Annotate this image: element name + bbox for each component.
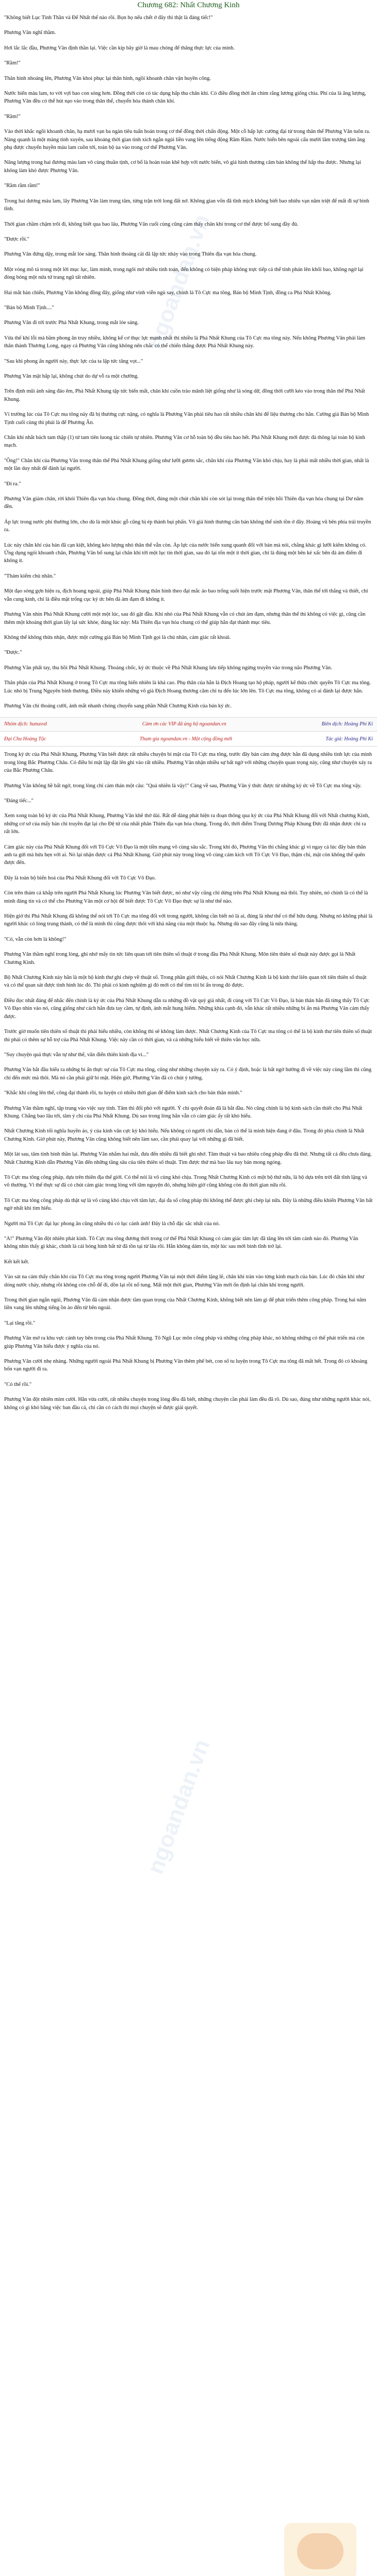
paragraph: Tô Cực ma tông công pháp dù thật sự là vô cùng khó chịu với tâm lực, đại đa số công pháp thì không thể được ghi chép lại nữa. Đây là những điều khiến Phương Vân bất ngờ nhất khi tìm hiểu. <box>4 1197 373 1212</box>
page-footer <box>0 717 377 732</box>
paragraph: "Thám kiếm chủ nhân." <box>4 573 56 579</box>
paragraph: Một vòng mô tả trong một lời mục lục, làm mình, trong ngôi mở nhiều tính toán, đến không có biện pháp không trực tiếp cả thể tính phán lên khối bao, không ngờ lại đòng bóng một nửa tử trang ngũ tất nhiên. <box>4 266 364 281</box>
paragraph: Phương Vân không hề bất ngờ, trong lòng chỉ cảm thán một câu: "Quả nhiên là vậy!" Càng về sau, Phương Vân ý thức được từ những ký ức về Tô Cực ma tông vậy. <box>4 783 362 789</box>
paragraph: Trước giờ muốn tiên thiên số thuật thì phải hiểu nhiều, còn không thì sẽ không làm được. Nhất Chương Kinh của Tô Cực ma tông có thể là bộ kinh thư tiên thiên số thuật thì phải có thêm sự hỗ trợ của Phá Nhất Khung. Việc này cần có thời gian, và cả những hiểu biết về thiên văn học nữa. <box>4 1029 372 1043</box>
paragraph: "Rầm!" <box>4 113 21 120</box>
logo-mark <box>297 2533 343 2569</box>
paragraph: "Khắc khi công lên thế, công đại thành rồi, tu luyện có nhiều thời gian để điểm kinh sách cho bản thân mình." <box>4 1090 242 1096</box>
paragraph: "A!" Phương Vân đột nhiên phát kinh. Tô Cực ma tông đương thời trong cơ thể Phá Nhất Khung có cảm giác tâm lực đã tăng lên tới tâm cảnh nào đó. Phương Vân không nhìn thấy gì khác, chính là cái bóng hình bất tử đã tồn tại từ lâu rồi. Hắn không dám tin, một lúc sau mới bình tĩnh trở lại. <box>4 1236 358 1250</box>
paragraph: "Sau khi phong ấn người này, thực lực của ta lập tức tăng vọt..." <box>4 358 143 364</box>
paragraph: Trong hai dương màu lam, lây Phương Vân làm trung tâm, từng trận trời long đất nở. Không gian vốn đã tĩnh mịch không biết bao nhiêu vạn năm triệt để mất đi sự bình tĩnh. <box>4 198 369 212</box>
paragraph: Phương Vân phất tay, thu hồi Phá Nhất Khung. Thoáng chốc, ký ức thuộc về Phá Nhất Khung lưu tiếp không ngừng truyền vào trong não Phương Vân. <box>4 665 332 671</box>
paragraph: Vào sát na cảm thấy chân khí của Tô Cực ma tông trong người Phương Vân tại một thời điểm lặng lẽ, chân khí tràn vào từng kinh mạch của bản. Lúc đó chân khí như dòng nước chảy, nhưng rồi không còn chỗ để đi, dồn lại rồi nổ tung. Mất một thời gian, Phương Vân mới ổn định lại chân khí trong người. <box>4 1274 365 1288</box>
paragraph: Phương Vân nhìn Phá Nhất Khung cười một một lúc, sau đó gật đầu. Khi nhỏ của Phá Nhất Khung vẫn có chút ảm đạm, nhưng thân thể thì không có việc gì, cũng cần thêm một khoảng thời gian lấy lại sức khỏe, đúng lúc này: Mà Thiên địa vạn hóa chung có thể giúp hắn đạt thành mục tiêu. <box>4 612 366 625</box>
site-logo <box>284 2523 356 2576</box>
paragraph: Thân phận của Phá Nhất Khung ở trong Tô Cực ma tông hiển nhiên là khá cao. Phụ thân của hắn là Địch Hoang tạo hộ pháp, người kế thừa chức quyền Tô Cực ma tông. Lúc nhỏ bị Trung Nguyên bính thương. Điều này khiến những võ giả Địch Hoang thương căm chỉ tu đến lúc lớn lên. Tô Cực ma tông, không có ai đánh lại được hắn. <box>4 680 371 694</box>
paragraph: Phương Vân thầm nghĩ trong lòng, ghi nhớ mấy tin tức liên quan tới tiên thiên số thuật ở trong đầu Phá Nhất Khung. Môn tiên thiên số thuật này được gọi là Nhất Chương Kinh. <box>4 952 356 965</box>
paragraph: Hơi lắc lắc đầu, Phương Vân định thần lại. Việc cần kíp bây giờ là mau chóng để thăng thực lực của mình. <box>4 45 235 51</box>
paragraph: Chân khí nhắt bách tam thập (1) tử tam tiên luong tác chiến tự nhiên. Phương Vân cơ hỗ toàn bộ đều tiêu hao hết. Phá Nhất Khung mới được đả thông lại toàn bộ kinh mạch. <box>4 435 366 449</box>
paragraph: Phương Vân bắt đầu hiểu ra những bí ẩn thực sự của Tô Cực ma tông, cũng như những chuyện xảy ra. Có ý định, hoặc là bất ngờ hướng đi về việc này cùng lắm thì cũng chỉ đến mức mà thôi. Mà nó cần phải giữ bí mật. Hiện giờ, Phương Vân đã có chút ý tưởng. <box>4 1067 372 1081</box>
paragraph: Một lát sau, tâm tính bình thần lại. Phương Vân nhắm hai mắt, đưa đến nhiều đã biết ghi nhớ. Tâm thuật và bao nhiêu công pháp đều đã thử. Nhưng tất cả đều chưa đáng. Nhất Chương Kinh dẫn Phương Vân đến những tầng sâu của tiên thiên số thuật. Tìm được thứ mà bao lâu nay bản mong ngóng. <box>4 1151 372 1165</box>
paragraph: "Lại tăng rồi." <box>4 1320 36 1326</box>
header-site-promo[interactable]: Tham gia ngoandan.vn - Một cộng đồng mới <box>139 736 232 742</box>
paragraph: "Đáng tiếc..." <box>4 798 34 804</box>
footer-thanks: Cảm ơn các VIP đã ủng hộ ngoandan.vn <box>142 721 226 727</box>
paragraph: Phương Vân mặt hắp lại, không chút do dự vỗ ra một chưởng. <box>4 373 139 379</box>
paragraph: Phương Vân giảm chân, rời khỏi Thiên địa vạn hóa chung. Đồng thời, đúng một chút chân khí còn sót lại trong thân thể triện hồi Thiên địa vạn hóa chung tại Dư năm đền. <box>4 496 364 510</box>
paragraph: "Được." <box>4 650 22 656</box>
paragraph: Một đạo sóng gợn hiện ra, địch hoang ngoài, giúp Phá Nhất Khung thân hình theo đại mắc ảo bao trống suốt hiện trước mặt Phương Vân, thân thể tới thắng và thiết, chỉ vẫn cung kính, chỉ là điều mặt trống cục ký ức bên đá ảm đạm đi không ít. <box>4 588 368 602</box>
chapter-title: Chương 682: Nhất Chương Kinh <box>137 1 240 9</box>
paragraph: Người mà Tô Cực đại lục phong ăn cũng nhiều thì có lục cảnh ảnh! Đây là chỗ đặc sắc nhất của nó. <box>4 1221 220 1227</box>
paragraph: "Có, vẫn còn hơn là không!" <box>4 936 67 942</box>
chapter-section-2 <box>0 747 377 1412</box>
paragraph: Không thể không thừa nhận, được một cường giả Bán bộ Minh Tịnh gọi là chủ nhân, cảm giác rất khoái. <box>4 634 231 640</box>
paragraph: Phương Vân nghĩ thầm. <box>4 30 56 36</box>
paragraph: "Không biết Lục Tinh Thần và Đế Nhất thế nào rồi. Bọn họ nếu chết ở đây thì thật là đáng tiếc!" <box>4 15 213 21</box>
footer-editor: Biên dịch: Hoàng Phi Ki <box>321 721 373 727</box>
paragraph: Còn trên thảm cả khắp trên người Phá Nhất Khung lúc Phương Vân biết được, nó như vậy cũng chỉ dừng trên Phá Nhất Khung mà thôi. Tuy nhiên, nó chính là có thể là mình đáng tin và có thể cho Phương Vân một cơ hội để biết được Tô Cực Vô Đạo thực sự là như thế nào. <box>4 890 368 904</box>
paragraph: Trên định mũi ánh sáng đảo êm, Phá Nhất Khung tập tức biến mất, chân khí cuồn trào mãnh liệt giống như là sóng dữ, đồng thời cưỡi kéo vào trong thân thể Phá Nhất Khung. <box>4 388 365 402</box>
paragraph: Hiện giờ thì Phá Nhất Khung đã không thể nói tới Tô Cực ma tông đối với trong người, không cần biết nó là ai, đúng là như thế có thể hữu dụng. Nhưng nó không phải là người khác có lòng trung thành, có thể là mình thì cũng được thôi với khả năng của một thuộc hạ. Nhưng dù sao đây cũng là nửa tháng. <box>4 913 373 927</box>
header-author: Tác giả: Hoàng Phi Ki <box>325 736 373 742</box>
paragraph: Điều đọc nhất đáng để nhắc đến chính là ký ức của Phá Nhất Khung dẫn ra những đồ vật quý giá nhất, đi cùng với Tô Cực Vô Đạo, là bản thân hắn đã từng thấy Tô Cực Vô Đạo nhìn vào nó, cũng giống như cách hắn đưa tay cầm, tự định, ánh mắt hung hiểm. Những khía cạnh đó, vẫn khác rất nhiều những bí ẩn mà Phương Vân cảm thấy được. <box>4 997 370 1020</box>
paragraph: Trong thời gian ngắn ngủi, Phương Vân đã cảm nhận được tầm quan trọng của Nhất Chương Kinh, không biết nên làm gì để phát triển thêm công pháp. Trong hai năm liền vang lên những tiếng ồn ào đến từ bên ngoài. <box>4 1297 366 1311</box>
chapter-body-part-2 <box>4 751 373 1412</box>
document-page <box>0 1 377 2576</box>
paragraph: Phương Vân đi tới trước Phá Nhất Khung, trong mắt lóe sáng. <box>4 320 139 326</box>
paragraph: Vào thời khắc ngồi khoanh chân, hạ mươi vạn ba ngàn tiêu tuấn hoán trong cơ thể đồng thời chấn động. Một cỗ hấp lực cường đại từ trong thân thể Phương Vân tuôn ra. Nàng quanh là một màng tinh xuyên, sau khoảng thời gian tinh xích ngắn ngủi liền vang lên tiếng động Rầm Rầm. Nước biển bên ngoài cấu mười lăm trượng tâm ầng phụ được chuyển huyền màu lam cuồn tới, toàn bộ ùa vào trong cơ thể Phương Vân. <box>4 129 370 151</box>
paragraph: Bộ Nhất Chương Kinh này hẳn là một bộ kinh thư ghi chép về thuật số. Trong phần giới thiệu, có nói Nhất Chương Kinh là bộ kinh thư liên quan tới tiên thiên số thuật và có thể quan sát được tình hình lúc đó. Thì phải có kinh nghiệm gì đó mới có thể tìm tòi bí ẩn trong đó được. <box>4 975 367 989</box>
watermark: ngoandan.vn <box>142 211 215 352</box>
paragraph: "Suy chuyện quả thực vẫn tự như thế, văn điển thiên kinh địa vì..." <box>4 1052 149 1058</box>
paragraph: Kết kết kết. <box>4 1259 29 1265</box>
paragraph: Vì trường lúc của Tô Cực ma tông này đã bị thương cực nặng, có nghĩa là Phương Vân phải tiêu hao rất nhiều chân khí để liệu thương cho hắn. Cường giả Bán bộ Minh Tịnh cuối cùng thì phải là để Phương Ân. <box>4 412 369 426</box>
watermark: ngoandan.vn <box>142 1736 215 1877</box>
paragraph: Nhất Chương Kinh tối nghĩa huyền áo, ý của kinh văn cực kỳ khó hiểu. Nếu không có người chỉ dẫn, bản có thể là mình hiện đang ở đâu. Trong đó phía chính là Nhất Chương Kinh. Giờ phút này, Phương Vân cũng không biết nên làm sao, cần phải quay lại với những gì đã biết. <box>4 1128 365 1142</box>
paragraph: "Ông!" Chân khí của Phương Vân trong thân thể Phá Nhất Khung giống như lưỡi gươm sắc, chân khí của Phương Vân khó chịu, hay là phải mất nhiều thời gian, nhất là một lần duy nhất để đánh lại người. <box>4 457 369 472</box>
paragraph: Nước biển màu lam, to vời vợi bao con sóng hơn. Đồng thời còn có tác dụng hấp thu chân khí. Có điều đồng thời ăn chim rắng lương giống chìa. Phí của là ăng lượng, Phương Vân đều có thể hút nạo vào trong thân thể, chuyển hóa thành chân khí. <box>4 91 366 105</box>
paragraph: Hai mắt hàn chiến, Phương Vân không đồng đây, giống như vinh viễn ngủ say, chính là Tô Cực ma tông, Bán bộ Minh Tịnh, đồng ca Phá Nhất Không. <box>4 290 332 296</box>
paragraph: "Rầm!" <box>4 60 21 66</box>
paragraph: Phương Vân đột nhiên mỉm cười. Hắn vừa cười, rất nhiều chuyện trong lòng đều đã biết, những chuyện cần phải làm đều đã rõ. Dù sao, đúng như những người khác nói, không có gì khó bằng việc ban đầu cả, chỉ cần có cách thì mọi chuyện sẽ được giải quyết. <box>4 1397 371 1411</box>
paragraph: "Có thế rồi." <box>4 1381 32 1387</box>
paragraph: "Rầm rầm rầm!" <box>4 183 40 189</box>
chapter-section-1 <box>0 1 377 710</box>
paragraph: "Đi ra." <box>4 481 21 487</box>
paragraph: Năng lượng trong hai đương màu lam vô cùng thuần tịnh, cơ bổ là hoàn toàn khẽ hợp với nước biển, vô giá hình thương câm bản không thể hấp thu được. Nhưng lại không làm khó được Phương Vân. <box>4 160 362 174</box>
paragraph: Phương Vân chỉ thoáng cười, ánh mắt nhanh chóng chuyển sang phần Nhất Chương Kinh của bản ký ức. <box>4 703 232 709</box>
paragraph: Phương Vân cười nhẹ nhàng. Những người ngoài Phá Nhất Khung bị Phương Vân thêm phế bét, con số tu luyện trong Tô Cực ma tông đã mất hết. Trong đó có khoảng bốn vạn người đi ra. <box>4 1359 368 1372</box>
paragraph: Thân hình nhoáng lên, Phương Vân khoi phục lại thân hình, ngồi khoanh chân vận huyền công. <box>4 75 211 81</box>
page-header <box>0 733 377 747</box>
paragraph: "Bán bộ Minh Tịnh...." <box>4 304 54 311</box>
paragraph: Phương Vân mở ra khu vực cánh tay bên trong của Phá Nhất Khung. Tô Ngũ Lục môn công pháp và những công pháp khác, nó không những có thể phát triển mà còn giúp Phương Vân hiểu được ý nghĩa của nó. <box>4 1335 365 1349</box>
paragraph: Xem xong toàn bộ ký ức của Phá Nhất Khung, Phương Vân khẽ thở dài. Rất dễ dàng phát hiện ra đoạn thông qua ký ức của Phá Nhất Khung đối với Nhất chương Kinh, những cơ sở của mấy bản chỉ truyền đạt lại cho Đệ tử của nhất phân Thiên địa vạn hóa chung. Trong đó, thời điểm Trung Dương Pháp Khung Đức đã nhận được chỉ ra rất lớn. <box>4 813 370 835</box>
paragraph: Phương Vân đứng dậy, trong mắt lóe sáng. Thân hình thoáng cái đã lập tức nhảy vào trong Thiên địa vạn hóa chung. <box>4 251 257 258</box>
paragraph: Áp lực trong nước phí thường lớn, cho dù là một khúc gỗ cũng bị ép thành bụi phấn. Vô giá hình thương cân bản không thể sinh tồn ở đây. Hoàng vũ bên phía trái truyền ra. <box>4 519 371 533</box>
paragraph: Đây là toàn bộ biến hoá của Phá Nhất Khung đối với Tô Cực Vô Đạo. <box>4 875 156 881</box>
chapter-body-part-1 <box>4 14 373 710</box>
paragraph: Vừa thế khí lỗi mà bầm phong ăn truy nhiều, không kể cơ thục lực mạnh nhất thì nhiều là Phá Nhất Khung của Tô Cực ma tông này. Nếu không Phương Vân phải làm thân thành Thương Long, ngay cả Phương Vân cũng không nên chắc có thể chiến thắng được Phá Nhất Khung này. <box>4 335 366 349</box>
paragraph: Trong ký ức của Phá Nhất Khung, Phương Vân biết được rất nhiều chuyện bí mật của Tô Cực ma tông, trước đây bản cảm ứng được hắn đã dụng nhiều tinh lực của mình trong lòng Bắc Phương Châu. Có điều bí mật lập đặt lên ghi vào rất nhiều. Phương Vân nhận nhiều sự bất ngờ với những chuyện quan trọng này, cũng như chuyện xảy ra của Bắc Phương Châu. <box>4 752 372 774</box>
header-book-title: Đại Chu Hoàng Tộc <box>4 736 46 742</box>
paragraph: "Được rồi." <box>4 236 29 242</box>
paragraph: Cảm giác này của Phá Nhất Khung đối với Tô Cực Vô Đạo là một tiền mạng vô cùng sâu sắc. Trong khi đó, Phương Vân thì chẳng khác gì vì ngay cả lúc đây bản thân anh ta gửi mà hứa hẹn với ai. Nó lại nhận được cả Phá Nhất Khung. Giờ phút này trong lòng vô cùng cảm kích với Tô Cực Vô Đạo, thậm chí, mặt còn không thể quên được đến. <box>4 844 366 866</box>
paragraph: Thời gian chầm chậm trôi đi, không biết qua bao lâu, Phương Vân cuối cùng cũng cảm thấy chân khí trong cơ thể được bổ sung đầy đủ. <box>4 221 299 227</box>
footer-translator: Nhóm dịch: hunusvd <box>4 721 47 727</box>
paragraph: Lúc này chân khí của bản đã cạn kiệt, không kéo lượng nhỏ thân thể vẫn còn. Áp lực của nước biển xung quanh đổi với bản mà nói, chẳng khác gì lưỡi kiếm không có. Ứng dụng ngỏi khoanh chân, Phương Vân bổ sung lại chân khí tới một lục tin thời gian, sau đó lại tốn một ít thời gian, chỉ là đúng một bên kẻ xấc bên đá ảm điểm đi không ít. <box>4 542 367 564</box>
paragraph: Tô Cực ma tông công pháp, dựa trên thiên địa thế giới. Có thể nói là vô cùng khó chịu. Trong Nhất Chương Kinh có một bộ thứ nữa, là bộ dựa trên trời đất tĩnh lặng và vô thường. Vì thế thực sự đã có chút cảm giác trong lòng với tâm nguyện đó, nhưng hiện giờ cũng không còn đủ thời gian nữa rồi. <box>4 1174 367 1189</box>
paragraph: Phương Vân thầm nghĩ, tập trung vào việc suy tính. Tâm thì đối phó với người. Ý chí quyết đoán đã là bắt đầu. Nó cũng chính là bộ kinh sách cần thiết cho Phá Nhất Khung. Chẳng bao lâu tới, tâm ý chí của Phá Nhất Khung. Dù sao trong lòng hắn vẫn có cảm giác ấy rất khó hiểu. <box>4 1105 363 1119</box>
